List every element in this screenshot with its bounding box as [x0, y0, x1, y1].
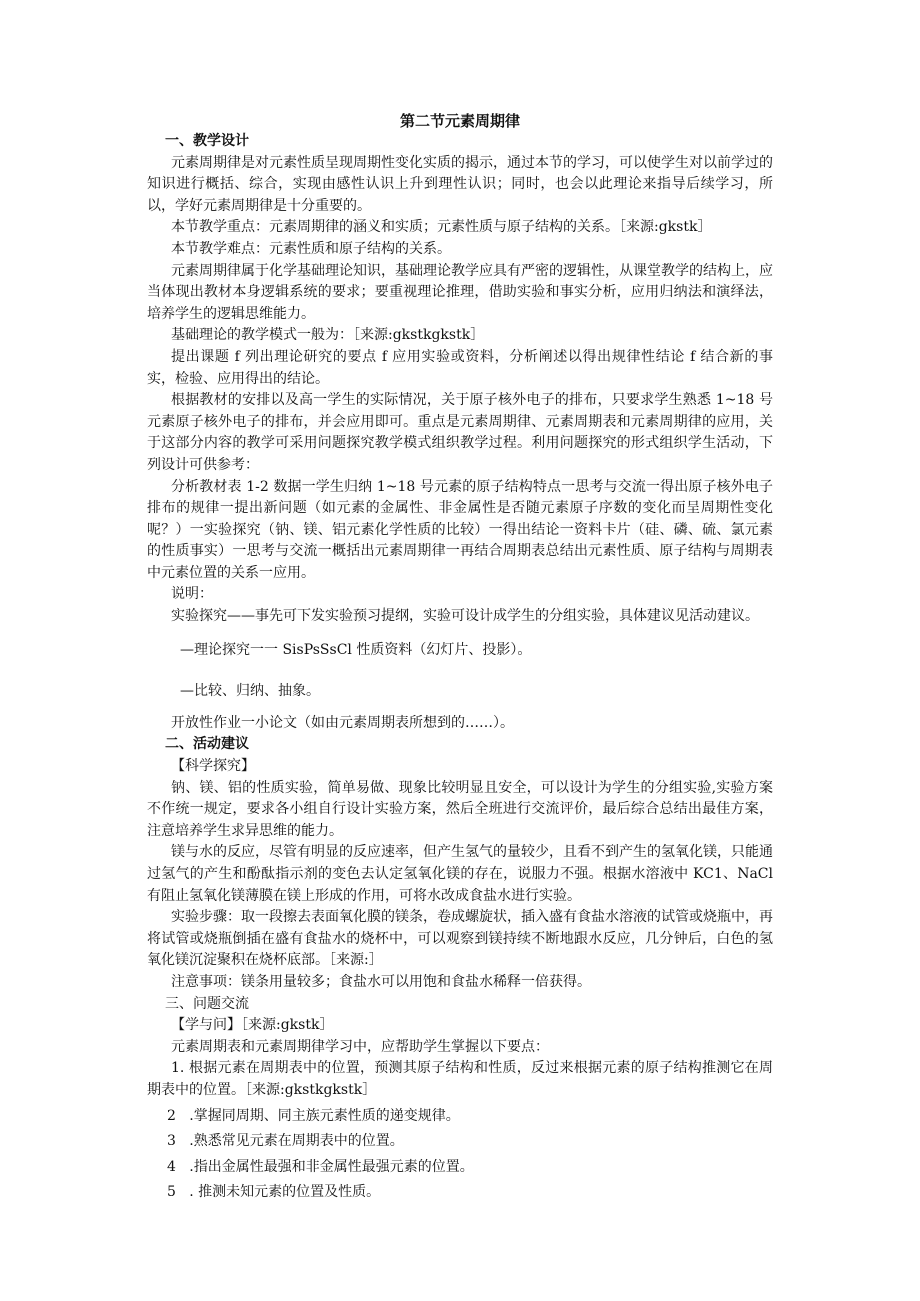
paragraph-label: 【学与问】［来源:gkstk］	[171, 1017, 334, 1034]
paragraph: 说明：	[171, 586, 213, 603]
section-heading-question-exchange: 三、问题交流	[165, 995, 249, 1012]
paragraph: 本节教学重点：元素周期律的涵义和实质；元素性质与原子结构的关系。［来源:gkstk］	[171, 219, 712, 236]
paragraph-label: 【科学探究】	[171, 758, 255, 775]
item-number: 5	[167, 1184, 176, 1201]
paragraph: 元素周期律是对元素性质呈现周期性变化实质的揭示，通过本节的学习，可以使学生对以前学过的知识进行概括、综合，实现由感性认识上升到理性认识；同时，也会以此理论来指导后续学习，所以，学好元素周期律是十分重要的。	[147, 154, 773, 214]
paragraph: 根据教材的安排以及高一学生的实际情况，关于原子核外电子的排布，只要求学生熟悉 1~18 号元素原子核外电子的排布，并会应用即可。重点是元素周期律、元素周期表和元素周期律的应用，关于这部分内容的教学可采用问题探究教学模式组织教学过程。利用问题探究的形式组织学生活动，下列设计可供参考：	[147, 392, 773, 473]
item-text: .指出金属性最强和非金属性最强元素的位置。	[189, 1158, 474, 1175]
paragraph: 提出课题 f 列出理论研究的要点 f 应用实验或资料，分析阐述以得出规律性结论 f 结合新的事实，检验、应用得出的结论。	[147, 348, 773, 387]
paragraph: 分析教材表 1-2 数据一学生归纳 1~18 号元素的原子结构特点一思考与交流一得出原子核外电子排布的规律一提出新问题（如元素的金属性、非金属性是否随元素原子序数的变化而呈周期性变化呢？）一实验探究（钠、镁、铝元素化学性质的比较）一得出结论一资料卡片（硅、磷、硫、氯元素的性质事实）一思考与交流一概括出元素周期律一再结合周期表总结出元素性质、原子结构与周期表中元素位置的关系一应用。	[147, 478, 773, 581]
paragraph: 实验步骤：取一段擦去表面氧化膜的镁条，卷成螺旋状，插入盛有食盐水溶液的试管或烧瓶中，再将试管或烧瓶倒插在盛有食盐水的烧杯中，可以观察到镁持续不断地跟水反应，几分钟后，白色的氢氧化镁沉淀聚积在烧杯底部。［来源:］	[147, 909, 773, 969]
item-number: 2	[167, 1107, 176, 1124]
paragraph: 基础理论的教学模式一般为：［来源:gkstkgkstk］	[171, 327, 485, 344]
paragraph: 注意事项：镁条用量较多；食盐水可以用饱和食盐水稀释一倍获得。	[171, 973, 591, 990]
numbered-item	[147, 1157, 773, 1179]
paragraph: 开放性作业一小论文（如由元素周期表所想到的……）。	[171, 714, 514, 731]
section-heading-teaching-design: 一、教学设计	[165, 133, 249, 149]
paragraph: 钠、镁、铝的性质实验，简单易做、现象比较明显且安全，可以设计为学生的分组实验,实验方案不作统一规定，要求各小组自行设计实验方案，然后全班进行交流评价，最后综合总结出最佳方案，注意培养学生求异思维的能力。	[147, 779, 773, 839]
paragraph: 元素周期律属于化学基础理论知识，基础理论教学应具有严密的逻辑性，从课堂教学的结构上，应当体现出教材本身逻辑系统的要求；要重视理论推理，借助实验和事实分析，应用归纳法和演绎法，培养学生的逻辑思维能力。	[147, 262, 773, 322]
paragraph: 本节教学难点：元素性质和原子结构的关系。	[171, 240, 451, 257]
item-text: .熟悉常见元素在周期表中的位置。	[189, 1133, 404, 1150]
numbered-item	[147, 1131, 773, 1153]
paragraph: 元素周期表和元素周期律学习中，应帮助学生掌握以下要点：	[171, 1038, 549, 1055]
paragraph: 1. 根据元素在周期表中的位置，预测其原子结构和性质，反过来根据元素的原子结构推测它在周期表中的位置。［来源:gkstkgkstk］	[147, 1060, 773, 1098]
item-text: . 推测未知元素的位置及性质。	[189, 1184, 381, 1201]
document-body	[147, 131, 773, 1204]
item-number: 3	[167, 1133, 176, 1150]
numbered-item	[147, 1182, 773, 1204]
item-text: .掌握同周期、同主族元素性质的递变规律。	[189, 1107, 460, 1124]
page-title: 第二节元素周期律	[399, 112, 520, 130]
section-heading-activity-suggestions: 二、活动建议	[165, 736, 249, 753]
item-number: 4	[167, 1158, 176, 1175]
paragraph: 镁与水的反应，尽管有明显的反应速率，但产生氢气的量较少，且看不到产生的氢氧化镁，只能通过氢气的产生和酚酞指示剂的变色去认定氢氧化镁的存在，说服力不强。根据水溶液中 KC1、NaCl 有阻止氢氧化镁薄膜在镁上形成的作用，可将水改成食盐水进行实验。	[147, 844, 773, 904]
paragraph: —比较、归纳、抽象。	[180, 683, 320, 700]
numbered-item	[147, 1106, 773, 1128]
paragraph: 实验探究——事先可下发实验预习提纲，实验可设计成学生的分组实验，具体建议见活动建议。	[171, 608, 759, 625]
paragraph: —理论探究一一 SisPsSsCl 性质资料（幻灯片、投影）。	[180, 641, 532, 658]
